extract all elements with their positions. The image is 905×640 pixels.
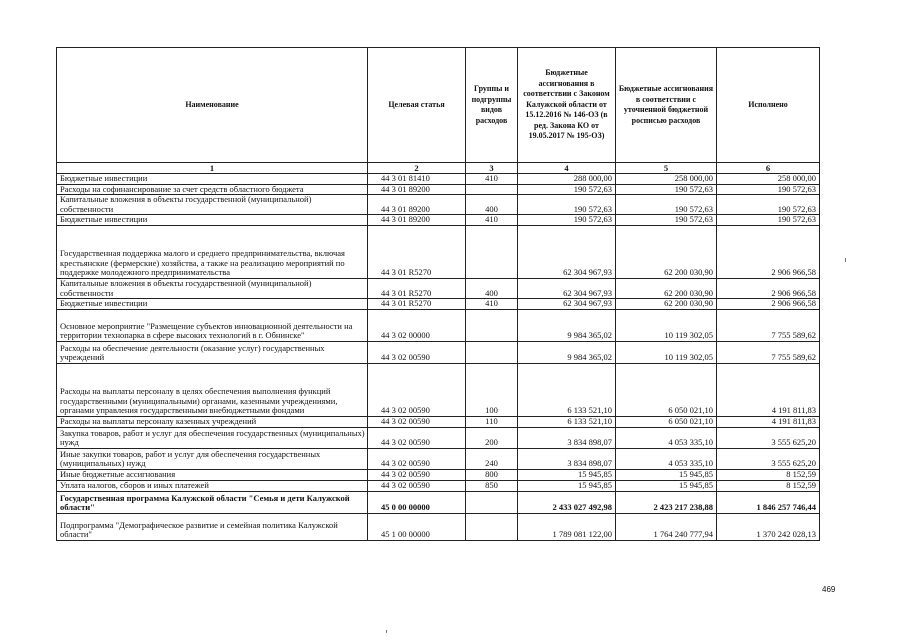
table-row xyxy=(57,195,820,215)
table-row xyxy=(57,416,820,427)
column-number: 4 xyxy=(518,163,616,174)
row-name: Капитальные вложения в объекты государственной (муниципальной) собственности xyxy=(57,195,368,215)
column-number: 2 xyxy=(368,163,466,174)
row-expense-group xyxy=(466,341,518,363)
row-executed: 1 370 242 028,13 xyxy=(717,513,820,540)
row-name: Бюджетные инвестиции xyxy=(57,174,368,185)
column-number: 1 xyxy=(57,163,368,174)
row-name: Государственная поддержка малого и среднего предпринимательства, включая крестьянские (фермерские) хозяйства, а также на реализацию мероприятий по поддержке молодежного предпринимательства xyxy=(57,225,368,278)
row-target-article: 44 3 02 00590 xyxy=(368,448,466,469)
table-row xyxy=(57,309,820,341)
row-name: Государственная программа Калужской области "Семья и дети Калужской области" xyxy=(57,491,368,513)
budget-table-container xyxy=(56,47,820,541)
table-row xyxy=(57,225,820,278)
row-expense-group xyxy=(466,309,518,341)
row-expense-group xyxy=(466,513,518,540)
row-budget-revised: 62 200 030,90 xyxy=(616,225,717,278)
header-budget-law: Бюджетные ассигнования в соответствии с Законом Калужской области от 15.12.2016 № 146-ОЗ (в ред. Закона КО от 19.05.2017 № 195-ОЗ) xyxy=(518,48,616,163)
row-target-article: 44 3 01 R5270 xyxy=(368,299,466,310)
row-budget-revised: 15 945,85 xyxy=(616,469,717,480)
row-target-article: 44 3 01 81410 xyxy=(368,174,466,185)
scan-speck xyxy=(845,258,846,262)
row-name: Капитальные вложения в объекты государственной (муниципальной) собственности xyxy=(57,278,368,298)
row-expense-group xyxy=(466,225,518,278)
row-expense-group: 800 xyxy=(466,469,518,480)
row-budget-law: 6 133 521,10 xyxy=(518,416,616,427)
row-budget-law: 288 000,00 xyxy=(518,174,616,185)
row-expense-group: 850 xyxy=(466,480,518,491)
row-budget-law: 9 984 365,02 xyxy=(518,309,616,341)
row-target-article: 44 3 02 00590 xyxy=(368,469,466,480)
row-expense-group xyxy=(466,184,518,195)
table-row xyxy=(57,480,820,491)
row-budget-revised: 4 053 335,10 xyxy=(616,427,717,448)
row-name: Расходы на выплаты персоналу в целях обеспечения выполнения функций государственными (муниципальными) органами, казенными учреждениями, органами управления государственными внебюджетными фондами xyxy=(57,363,368,416)
page-number: 469 xyxy=(822,585,836,594)
row-budget-revised: 190 572,63 xyxy=(616,184,717,195)
table-row xyxy=(57,363,820,416)
row-executed: 190 572,63 xyxy=(717,195,820,215)
header-row xyxy=(57,48,820,163)
row-target-article: 44 3 01 89200 xyxy=(368,215,466,226)
row-expense-group: 240 xyxy=(466,448,518,469)
row-executed: 7 755 589,62 xyxy=(717,309,820,341)
row-executed: 258 000,00 xyxy=(717,174,820,185)
row-budget-revised: 62 200 030,90 xyxy=(616,278,717,298)
row-target-article: 44 3 02 00590 xyxy=(368,416,466,427)
row-executed: 4 191 811,83 xyxy=(717,416,820,427)
row-expense-group: 200 xyxy=(466,427,518,448)
row-executed: 8 152,59 xyxy=(717,480,820,491)
column-number: 6 xyxy=(717,163,820,174)
row-name: Основное мероприятие "Размещение субъектов инновационной деятельности на территории технопарка в сфере высоких технологий в г. Обнинске" xyxy=(57,309,368,341)
row-budget-revised: 4 053 335,10 xyxy=(616,448,717,469)
table-row xyxy=(57,513,820,540)
row-name: Подпрограмма "Демографическое развитие и семейная политика Калужской области" xyxy=(57,513,368,540)
row-target-article: 44 3 01 89200 xyxy=(368,195,466,215)
row-name: Расходы на выплаты персоналу казенных учреждений xyxy=(57,416,368,427)
row-name: Расходы на софинансирование за счет средств областного бюджета xyxy=(57,184,368,195)
row-expense-group: 410 xyxy=(466,299,518,310)
header-target-article: Целевая статья xyxy=(368,48,466,163)
row-executed: 2 906 966,58 xyxy=(717,278,820,298)
row-budget-law: 190 572,63 xyxy=(518,184,616,195)
row-expense-group: 110 xyxy=(466,416,518,427)
row-target-article: 44 3 02 00590 xyxy=(368,427,466,448)
table-row xyxy=(57,215,820,226)
table-row xyxy=(57,448,820,469)
row-budget-law: 2 433 027 492,98 xyxy=(518,491,616,513)
row-budget-law: 190 572,63 xyxy=(518,195,616,215)
row-expense-group: 400 xyxy=(466,195,518,215)
row-target-article: 44 3 01 R5270 xyxy=(368,225,466,278)
column-number: 3 xyxy=(466,163,518,174)
row-budget-law: 1 789 081 122,00 xyxy=(518,513,616,540)
row-budget-revised: 62 200 030,90 xyxy=(616,299,717,310)
row-budget-revised: 190 572,63 xyxy=(616,215,717,226)
row-executed: 190 572,63 xyxy=(717,184,820,195)
row-name: Бюджетные инвестиции xyxy=(57,215,368,226)
row-expense-group xyxy=(466,491,518,513)
row-budget-law: 62 304 967,93 xyxy=(518,299,616,310)
row-executed: 2 906 966,58 xyxy=(717,225,820,278)
row-name: Бюджетные инвестиции xyxy=(57,299,368,310)
row-budget-law: 62 304 967,93 xyxy=(518,225,616,278)
row-target-article: 44 3 01 89200 xyxy=(368,184,466,195)
header-name: Наименование xyxy=(57,48,368,163)
row-budget-law: 3 834 898,07 xyxy=(518,427,616,448)
row-budget-law: 15 945,85 xyxy=(518,469,616,480)
row-expense-group: 410 xyxy=(466,215,518,226)
row-executed: 7 755 589,62 xyxy=(717,341,820,363)
row-budget-law: 3 834 898,07 xyxy=(518,448,616,469)
row-executed: 8 152,59 xyxy=(717,469,820,480)
table-row xyxy=(57,299,820,310)
row-budget-law: 190 572,63 xyxy=(518,215,616,226)
scan-speck xyxy=(386,630,387,633)
row-budget-revised: 6 050 021,10 xyxy=(616,363,717,416)
row-target-article: 45 0 00 00000 xyxy=(368,491,466,513)
row-budget-revised: 10 119 302,05 xyxy=(616,341,717,363)
row-executed: 190 572,63 xyxy=(717,215,820,226)
row-budget-revised: 190 572,63 xyxy=(616,195,717,215)
table-row xyxy=(57,174,820,185)
row-expense-group: 100 xyxy=(466,363,518,416)
row-name: Расходы на обеспечение деятельности (оказание услуг) государственных учреждений xyxy=(57,341,368,363)
table-row xyxy=(57,491,820,513)
row-budget-law: 15 945,85 xyxy=(518,480,616,491)
header-budget-revised: Бюджетные ассигнования в соответствии с уточненной бюджетной росписью расходов xyxy=(616,48,717,163)
row-budget-revised: 1 764 240 777,94 xyxy=(616,513,717,540)
budget-execution-table xyxy=(56,47,820,541)
row-expense-group: 410 xyxy=(466,174,518,185)
row-target-article: 45 1 00 00000 xyxy=(368,513,466,540)
row-executed: 1 846 257 746,44 xyxy=(717,491,820,513)
row-target-article: 44 3 02 00000 xyxy=(368,309,466,341)
row-budget-law: 9 984 365,02 xyxy=(518,341,616,363)
row-target-article: 44 3 02 00590 xyxy=(368,480,466,491)
row-name: Уплата налогов, сборов и иных платежей xyxy=(57,480,368,491)
table-row xyxy=(57,278,820,298)
row-budget-revised: 10 119 302,05 xyxy=(616,309,717,341)
table-row xyxy=(57,427,820,448)
row-budget-law: 6 133 521,10 xyxy=(518,363,616,416)
column-number: 5 xyxy=(616,163,717,174)
header-executed: Исполнено xyxy=(717,48,820,163)
row-budget-revised: 15 945,85 xyxy=(616,480,717,491)
row-target-article: 44 3 01 R5270 xyxy=(368,278,466,298)
row-target-article: 44 3 02 00590 xyxy=(368,363,466,416)
row-executed: 4 191 811,83 xyxy=(717,363,820,416)
table-row xyxy=(57,184,820,195)
header-expense-groups: Группы и подгруппы видов расходов xyxy=(466,48,518,163)
row-executed: 2 906 966,58 xyxy=(717,299,820,310)
row-budget-revised: 2 423 217 238,88 xyxy=(616,491,717,513)
row-budget-revised: 6 050 021,10 xyxy=(616,416,717,427)
row-name: Иные закупки товаров, работ и услуг для обеспечения государственных (муниципальных) нужд xyxy=(57,448,368,469)
row-budget-revised: 258 000,00 xyxy=(616,174,717,185)
column-number-row xyxy=(57,163,820,174)
table-row xyxy=(57,469,820,480)
row-target-article: 44 3 02 00590 xyxy=(368,341,466,363)
row-name: Иные бюджетные ассигнования xyxy=(57,469,368,480)
row-budget-law: 62 304 967,93 xyxy=(518,278,616,298)
row-expense-group: 400 xyxy=(466,278,518,298)
row-name: Закупка товаров, работ и услуг для обеспечения государственных (муниципальных) нужд xyxy=(57,427,368,448)
table-row xyxy=(57,341,820,363)
row-executed: 3 555 625,20 xyxy=(717,448,820,469)
table-body xyxy=(57,174,820,541)
row-executed: 3 555 625,20 xyxy=(717,427,820,448)
